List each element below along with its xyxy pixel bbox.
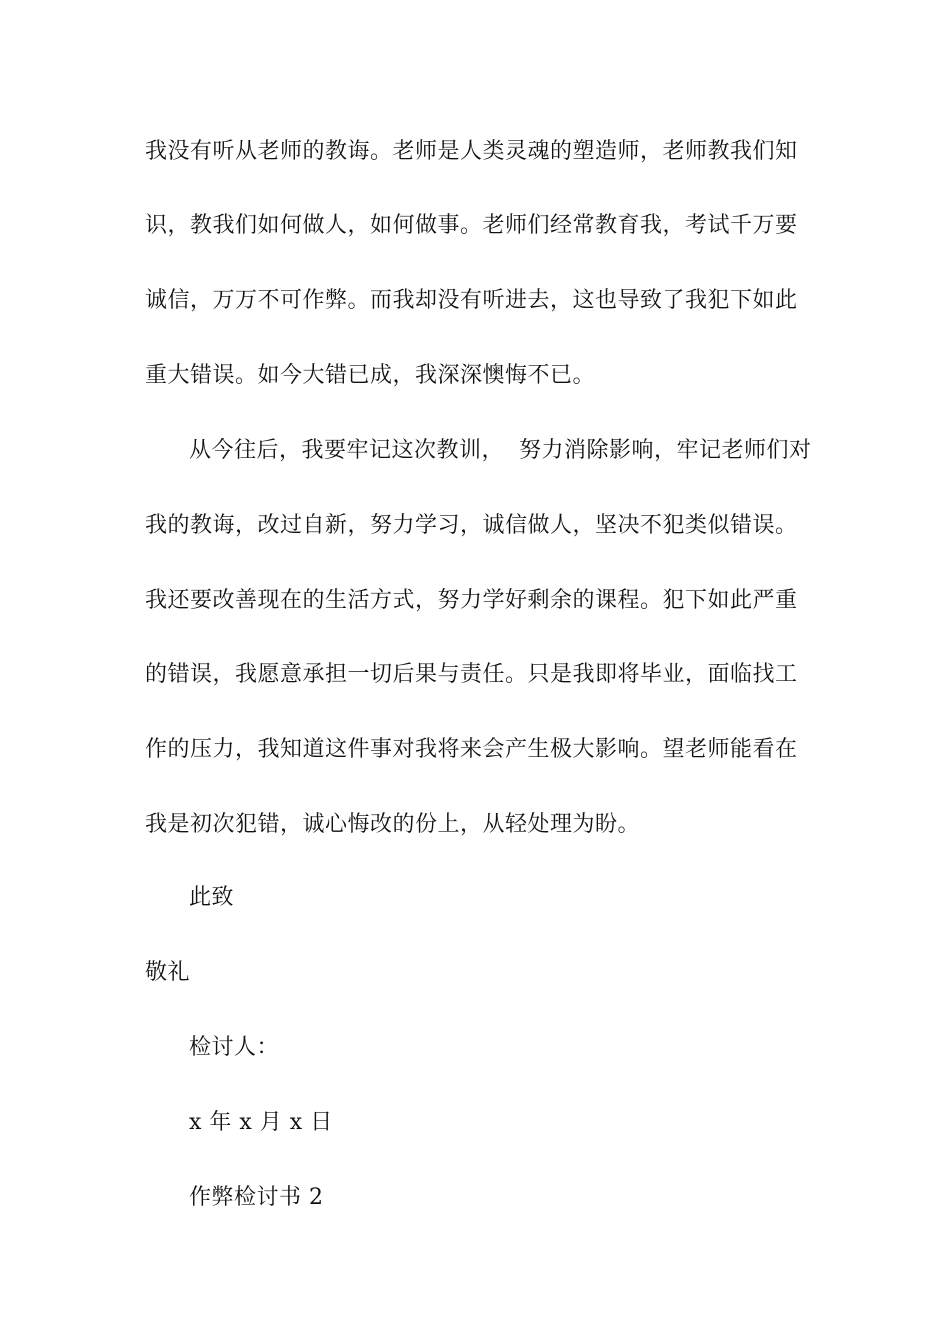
body-line-10: 我是初次犯错，诚心悔改的份上，从轻处理为盼。 (145, 812, 641, 837)
body-line-6: 我的教诲，改过自新，努力学习，诚信做人，坚决不犯类似错误。 (145, 513, 798, 538)
signature-label: 检讨人： (189, 1035, 280, 1060)
closing-line: 此致 (189, 885, 235, 910)
body-line-9: 作的压力，我知道这件事对我将来会产生极大影响。望老师能看在 (145, 737, 798, 762)
body-line-5: 从今往后，我要牢记这次教训， 努力消除影响，牢记老师们对 (189, 438, 812, 463)
body-line-1: 我没有听从老师的教诲。老师是人类灵魂的塑造师，老师教我们知 (145, 139, 798, 164)
body-line-3: 诚信，万万不可作弊。而我却没有听进去，这也导致了我犯下如此 (145, 288, 798, 313)
body-line-7: 我还要改善现在的生活方式，努力学好剩余的课程。犯下如此严重 (145, 588, 798, 613)
body-line-4: 重大错误。如今大错已成，我深深懊悔不已。 (145, 363, 596, 388)
salute-line: 敬礼 (145, 960, 191, 985)
next-section-title: 作弊检讨书 2 (189, 1185, 324, 1210)
body-line-2: 识，教我们如何做人，如何做事。老师们经常教育我，考试千万要 (145, 213, 798, 238)
body-line-8: 的错误，我愿意承担一切后果与责任。只是我即将毕业，面临找工 (145, 662, 798, 687)
date-line: x 年 x 月 x 日 (189, 1110, 333, 1135)
